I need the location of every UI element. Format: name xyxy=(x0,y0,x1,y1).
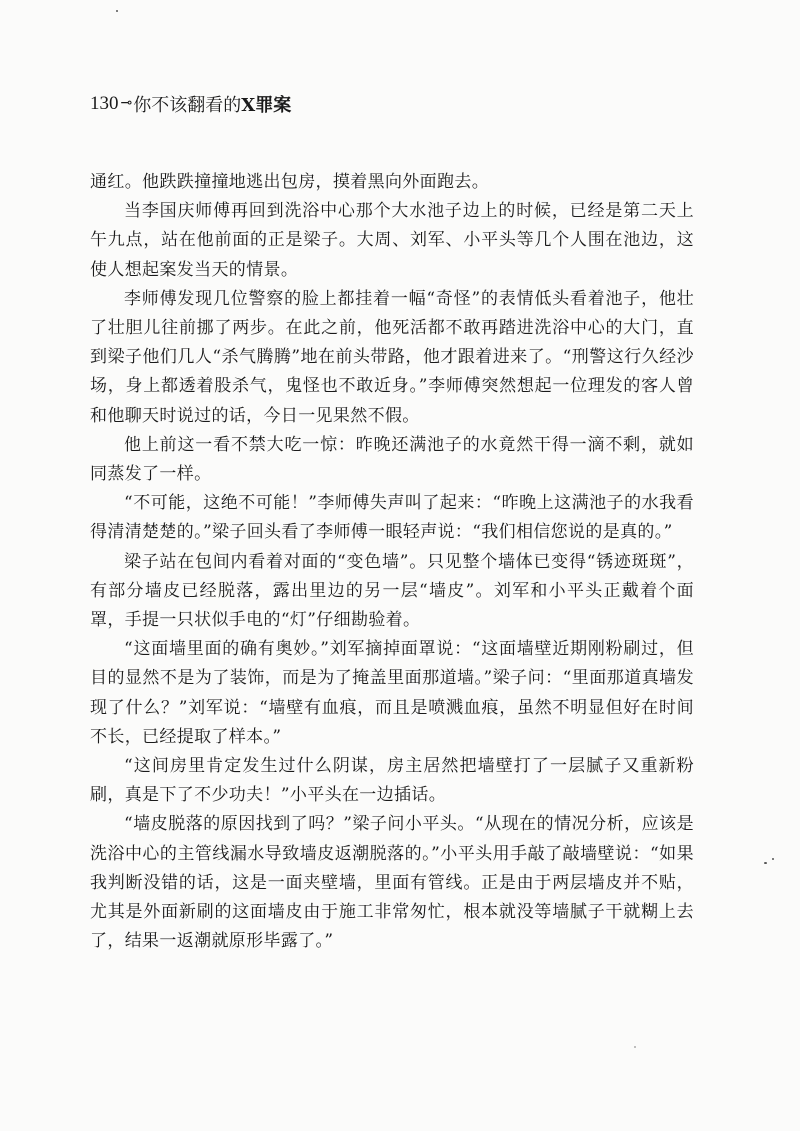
scan-speck xyxy=(764,862,767,864)
running-header xyxy=(90,90,291,118)
paragraph: 李师傅发现几位警察的脸上都挂着一幅“奇怪”的表情低头看着池子，他壮了壮胆儿往前挪了两步。在此之前，他死活都不敢再踏进洗浴中心的大门，直到梁子他们几人“杀气腾腾”地在前头带路，他才跟着进来了。“刑警这行久经沙场，身上都透着股杀气，鬼怪也不敢近身。”李师傅突然想起一位理发的客人曾和他聊天时说过的话，今日一见果然不假。 xyxy=(90,288,694,426)
page-number: 130 xyxy=(90,93,119,114)
body-text xyxy=(90,168,694,956)
scan-speck xyxy=(634,1046,636,1048)
paragraph: “不可能，这绝不可能！”李师傅失声叫了起来：“昨晚上这满池子的水我看得清清楚楚的。”梁子回头看了李师傅一眼轻声说：“我们相信您说的是真的。” xyxy=(90,493,694,543)
paragraph: 当李国庆师傅再回到洗浴中心那个大水池子边上的时候，已经是第二天上午九点，站在他前面的正是梁子。大周、刘军、小平头等几个人围在池边，这使人想起案发当天的情景。 xyxy=(90,201,694,280)
scan-speck xyxy=(116,10,118,12)
arrow-icon: ⊸ xyxy=(120,95,133,111)
paragraph: “墙皮脱落的原因找到了吗？”梁子问小平头。“从现在的情况分析，应该是洗浴中心的主管线漏水导致墙皮返潮脱落的。”小平头用手敲了敲墙壁说：“如果我判断没错的话，这是一面夹壁墙，里面有管线。正是由于两层墙皮并不贴，尤其是外面新刷的这面墙皮由于施工非常匆忙，根本就没等墙腻子干就糊上去了，结果一返潮就原形毕露了。” xyxy=(90,814,694,952)
book-title: 你不该翻看的 xyxy=(133,95,242,116)
paragraph: “这间房里肯定发生过什么阴谋，房主居然把墙壁打了一层腻子又重新粉刷，真是下了不少功夫！”小平头在一边插话。 xyxy=(90,756,694,806)
paragraph: 他上前这一看不禁大吃一惊：昨晚还满池子的水竟然干得一滴不剩，就如同蒸发了一样。 xyxy=(90,434,694,485)
book-title-bold: X罪案 xyxy=(241,95,292,116)
paragraph: 梁子站在包间内看着对面的“变色墙”。只见整个墙体已变得“锈迹斑斑”，有部分墙皮已经脱落，露出里边的另一层“墙皮”。刘军和小平头正戴着个面罩，手提一只状似手电的“灯”仔细勘验着。 xyxy=(90,551,694,631)
paragraph: 通红。他跌跌撞撞地逃出包房，摸着黑向外面跑去。 xyxy=(90,172,490,192)
scan-speck xyxy=(772,858,774,860)
paragraph: “这面墙里面的确有奥妙。”刘军摘掉面罩说：“这面墙壁近期刚粉刷过，但目的显然不是为了装饰，而是为了掩盖里面那道墙。”梁子问：“里面那道真墙发现了什么？”刘军说：“墙壁有血痕，而且是喷溅血痕，虽然不明显但好在时间不长，已经提取了样本。” xyxy=(90,639,694,747)
